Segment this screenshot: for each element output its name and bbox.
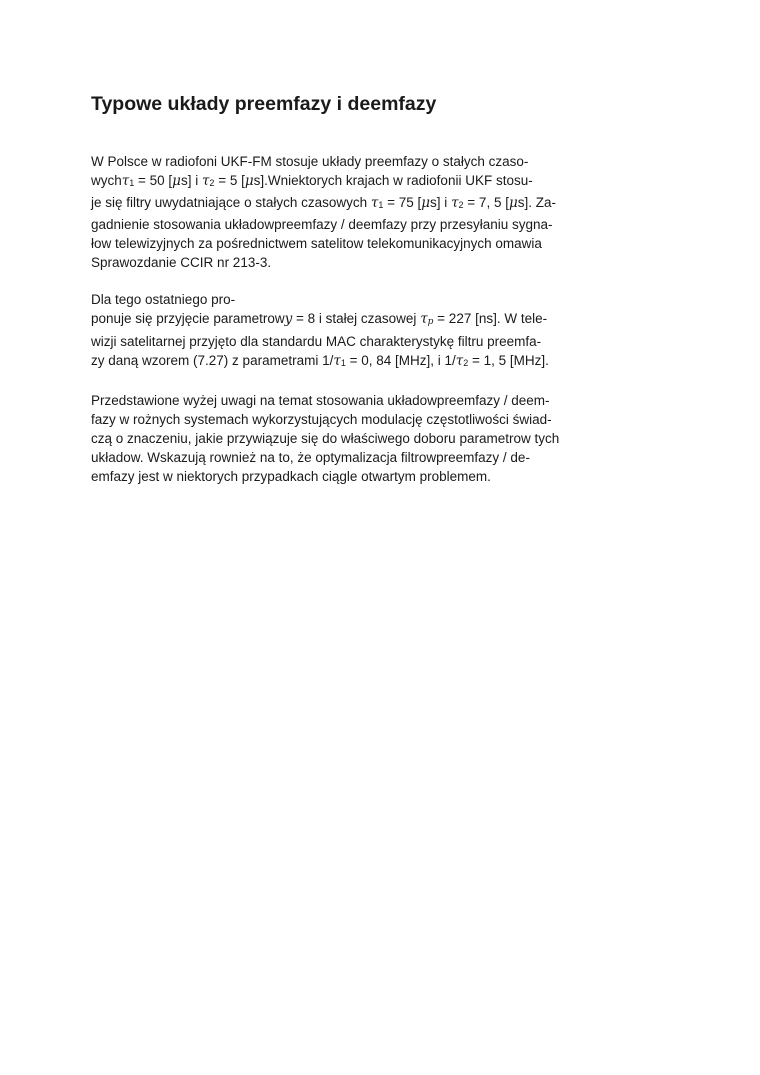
text-run: = 1, 5 [MHz]. [468,353,549,368]
math-symbol: 1 [129,178,135,188]
math-symbol: μ [508,195,518,211]
math-symbol: τ [370,195,379,211]
math-symbol: τ [333,353,341,369]
text-run: je się filtry uwydatniające o stałych czasowych [91,195,371,210]
text-run: = 227 [ns]. W tele- [433,311,548,326]
text-line [91,351,591,373]
text-run: s].Wniektorych krajach w radiofonii UKF stosu- [253,173,533,188]
text-line [91,332,591,351]
text-run: W Polsce w radiofoni UKF-FM stosuje układy preemfazy o stałych czaso- [91,154,529,169]
text-run: = 75 [ [383,195,422,210]
text-run: = 7, 5 [ [463,195,509,210]
text-line [91,391,591,410]
text-run: czą o znaczeniu, jakie przywiązuje się do właściwego doboru parametrow tych [91,431,560,446]
paragraph [91,290,591,373]
text-run: = 8 i stałej czasowej [292,311,421,326]
math-symbol: 2 [209,178,215,188]
paragraph [91,152,591,272]
text-line [91,429,591,448]
math-symbol: μ [172,173,181,189]
text-run: emfazy jest w niektorych przypadkach ciągle otwartym problemem. [91,469,491,484]
math-symbol: τ [201,173,210,189]
text-line [91,309,591,332]
text-run: wych [91,173,122,188]
text-line [91,467,591,486]
text-line [91,410,591,429]
text-line [91,171,591,193]
math-symbol: μ [421,195,431,211]
text-run: = 50 [ [134,173,173,188]
math-symbol: τ [451,195,459,211]
math-symbol: μ [244,173,254,189]
text-run: łow telewizyjnych za pośrednictwem satelitow telekomunikacyjnych omawia [91,236,542,251]
document-page [91,92,591,504]
text-run: s] i [430,195,452,210]
paragraph [91,391,591,486]
page-title: Typowe układy preemfazy i deemfazy [91,93,437,115]
text-run: zy daną wzorem (7.27) z parametrami 1/ [91,353,334,368]
text-line [91,215,591,234]
text-run: = 0, 84 [MHz], i 1/ [345,353,456,368]
text-run: gadnienie stosowania układowpreemfazy / deemfazy przy przesyłaniu sygna- [91,217,553,232]
text-run: s] i [180,173,202,188]
math-symbol: y [284,311,293,327]
math-symbol: τ [455,353,464,369]
math-symbol: 2 [463,358,469,368]
text-line [91,290,591,309]
text-line [91,448,591,467]
text-run: fazy w rożnych systemach wykorzystujących modulację częstotliwości świad- [91,412,552,427]
text-run: wizji satelitarnej przyjęto dla standardu MAC charakterystykę filtru preemfa- [91,334,542,349]
document-body [91,152,591,486]
text-run: s]. Za- [517,195,556,210]
text-run: = 5 [ [214,173,245,188]
text-line [91,152,591,171]
text-line [91,253,591,272]
text-run: Sprawozdanie CCIR nr 213-3. [91,255,272,270]
text-line [91,234,591,253]
text-line [91,193,591,215]
math-symbol: p [427,317,434,327]
text-run: układow. Wskazują rownież na to, że optymalizacja filtrowpreemfazy / de- [91,450,530,465]
text-run: ponuje się przyjęcie parametrow [91,311,285,326]
math-symbol: τ [420,311,428,327]
math-symbol: τ [121,173,130,189]
math-symbol: 2 [458,200,464,210]
math-symbol: 1 [378,200,384,210]
math-symbol: 1 [340,358,346,368]
text-run: Dla tego ostatniego pro- [91,292,236,307]
text-run: Przedstawione wyżej uwagi na temat stosowania układowpreemfazy / deem- [91,393,550,408]
